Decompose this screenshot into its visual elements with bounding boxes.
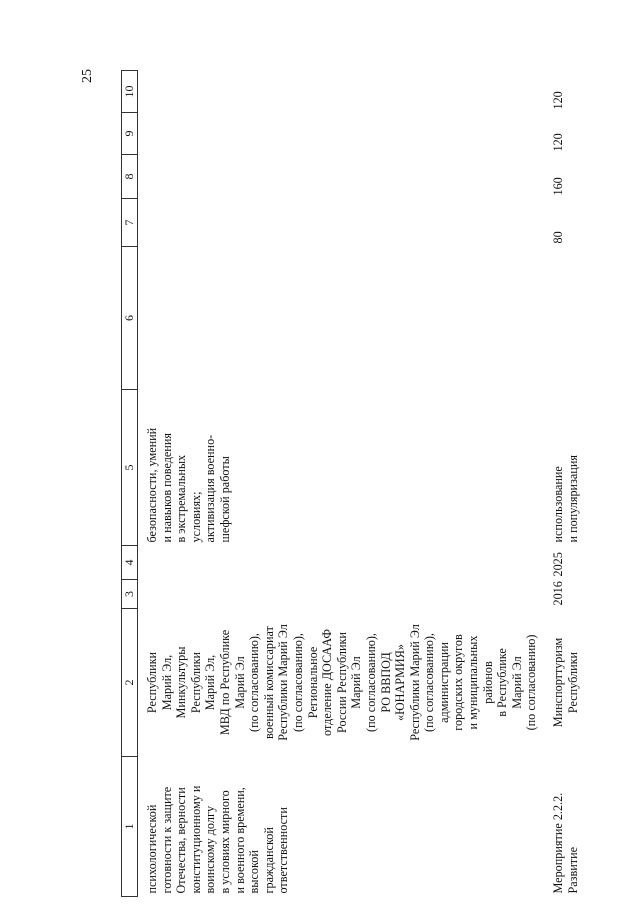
cell-line: Марий Эл, [159,654,174,711]
cell-line: (по согласованию) [524,634,539,731]
cell-line: Марий Эл [509,656,524,709]
row2-end-year-cell: 2025 [551,552,566,577]
cell-line: районов [480,661,495,704]
cell-line: и навыков поведения [159,433,174,543]
cell-line: Марий Эл, [203,654,218,711]
cell-line: Мероприятие 2.2.2. [551,792,566,894]
row1-col7-cell [144,199,539,247]
cell-line: РО ВВПОД [378,652,393,713]
cell-line: шефской работы [217,456,232,543]
cell-line: «ЮНАРМИЯ» [393,644,408,721]
cell-line: в Республике [495,648,510,717]
program-table [121,71,639,897]
cell-line: военный комиссариат [261,626,276,739]
cell-line: и военного времени, [232,787,247,894]
header-col-7: 7 [122,199,138,247]
header-col-4: 4 [122,546,138,580]
header-col-9: 9 [122,113,138,155]
header-col-1: 1 [122,757,138,897]
cell-line: активизация военно- [203,434,218,543]
header-col-5: 5 [122,390,138,546]
row1-start-year-cell [144,580,539,609]
cell-line: ответственности [276,807,291,894]
row2-activity-cell [539,757,580,897]
cell-line: Республики [145,651,159,714]
cell-line: (по согласованию), [247,633,262,732]
row1-col10-cell [144,71,539,113]
cell-line: готовности к защите [159,786,174,894]
cell-line: воинскому долгу [203,805,218,894]
cell-line: Региональное [305,646,320,719]
cell-line: условиях; [188,491,203,543]
cell-line: в экстремальных [174,454,189,543]
header-col-8: 8 [122,155,138,199]
row1-result-cell [144,390,539,546]
header-col-6: 6 [122,247,138,390]
cell-line: Республики [565,651,580,714]
cell-line: использование [551,466,566,543]
cell-line: Республики Марий Эл [407,624,422,741]
cell-line: Марий Эл [349,656,364,709]
cell-line: Минспорттуризм [551,637,566,728]
header-col-10: 10 [122,71,138,113]
row2-executors-cell [539,609,580,757]
cell-line: психологической [145,804,159,894]
row2-col6-cell [539,247,580,390]
cell-line: и популяризация [565,455,580,543]
row1-col6-cell [144,247,539,390]
cell-line: конституционному и [188,785,203,894]
row2-col7-cell: 80 [551,231,566,244]
row1-purpose-cell [144,757,539,897]
cell-line: в условиях мирного [217,790,232,894]
cell-line: Республики [188,651,203,714]
cell-line: и муниципальных [466,635,481,730]
cell-line: Республики Марий Эл [276,624,291,741]
row1-end-year-cell [144,546,539,580]
cell-line: России Республики [334,632,349,733]
cell-line: отделение ДОСААФ [320,629,335,736]
page-number: 25 [80,69,95,83]
row2-start-year-cell: 2016 [551,581,566,606]
cell-line: (по согласованию), [363,633,378,732]
row2-col8-cell: 160 [551,177,566,196]
cell-line: городских округов [451,634,466,731]
cell-line: Развитие [565,846,580,894]
cell-line: (по согласованию), [290,633,305,732]
row2-col10-cell: 120 [551,91,566,110]
table-row [539,71,580,897]
header-col-3: 3 [122,580,138,609]
cell-line: Минкультуры [174,646,189,719]
row2-col9-cell: 120 [551,133,566,152]
row2-result-cell [539,390,580,546]
cell-line: администрации [436,642,451,723]
cell-line: (по согласованию), [422,633,437,732]
cell-line: безопасности, умений [145,427,159,543]
cell-line: гражданской [261,827,276,894]
cell-line: Отечества, верности [174,787,189,894]
cell-line: МВД по Республике [217,629,232,736]
row1-col8-cell [144,155,539,199]
cell-line: высокой [247,850,262,894]
row1-col9-cell [144,113,539,155]
cell-line: Марий Эл [232,656,247,709]
row1-executors-cell [144,609,539,757]
table-row [144,71,539,897]
header-col-2: 2 [122,609,138,757]
header-row [122,71,138,897]
